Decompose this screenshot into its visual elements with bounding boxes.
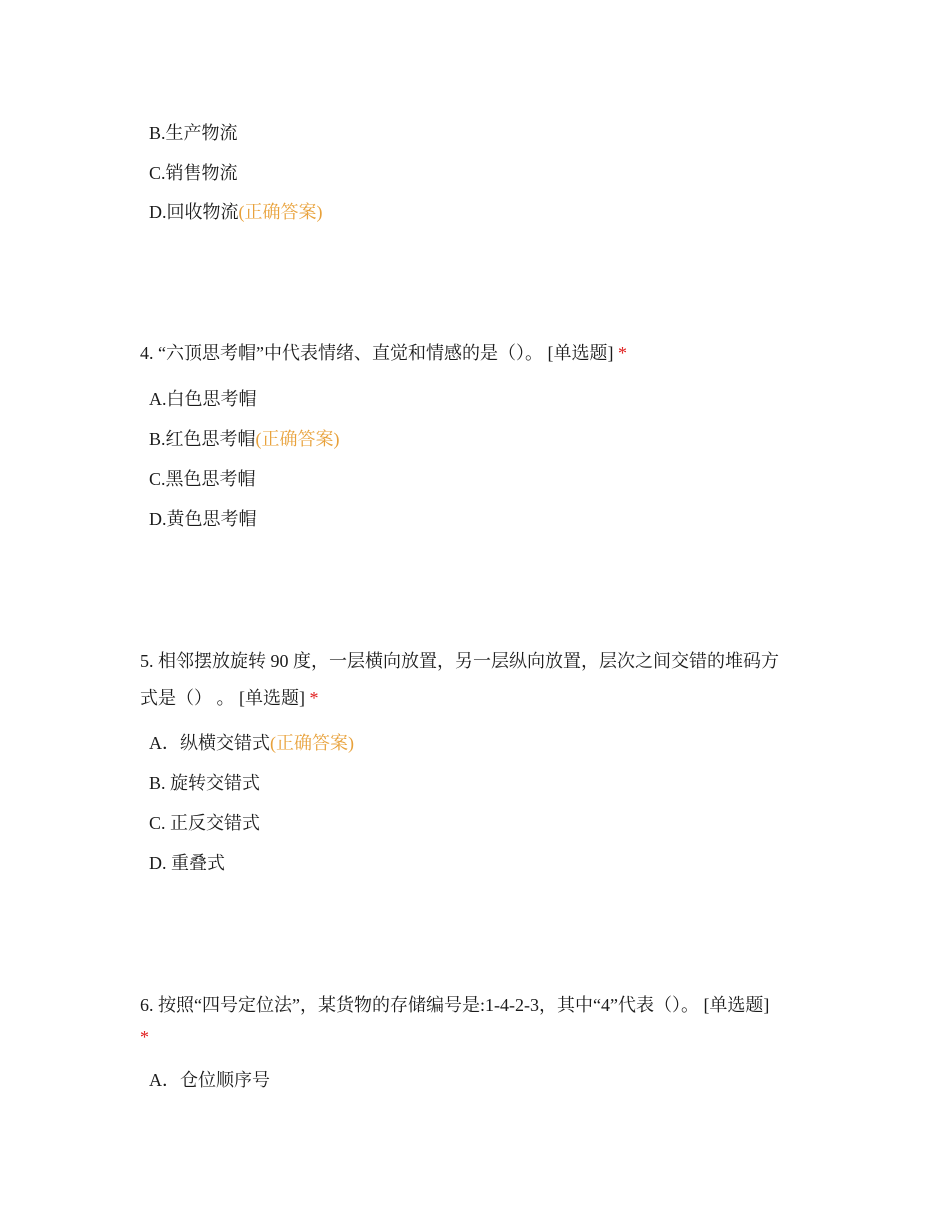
- q4-option-b: [149, 427, 340, 451]
- correct-answer-mark: (正确答案): [255, 429, 340, 449]
- option-text: C.销售物流: [149, 163, 238, 183]
- question-stem-line2: 式是（） 。 [单选题]: [140, 688, 305, 708]
- question-line: [140, 1025, 810, 1049]
- q5-option-a: [149, 731, 354, 755]
- option-text: C.黑色思考帽: [149, 469, 256, 489]
- q4-option-c: [149, 467, 256, 491]
- question-5-text: [140, 649, 810, 710]
- question-6-text: [140, 993, 810, 1049]
- q5-option-b: [149, 771, 260, 795]
- correct-answer-mark: (正确答案): [270, 733, 354, 753]
- question-stem: 6. 按照“四号定位法”，某货物的存储编号是:1-4-2-3，其中“4”代表（）。 [单选题]: [140, 995, 770, 1015]
- question-4-text: [140, 341, 810, 365]
- q5-option-c: [149, 811, 260, 835]
- required-asterisk: *: [617, 343, 627, 363]
- q6-option-a: [149, 1068, 270, 1092]
- option-text: D.回收物流: [149, 202, 239, 222]
- q3-option-d: [149, 200, 323, 224]
- question-stem-line1: 5. 相邻摆放旋转 90 度，一层横向放置，另一层纵向放置，层次之间交错的堆码方: [140, 651, 779, 671]
- question-line: [140, 341, 810, 365]
- option-text: B.红色思考帽: [149, 429, 256, 449]
- option-text: C. 正反交错式: [149, 813, 261, 833]
- q4-option-d: [149, 507, 257, 531]
- required-asterisk: *: [309, 688, 319, 708]
- q3-option-c: [149, 161, 238, 185]
- option-text: A.白色思考帽: [149, 389, 257, 409]
- question-stem: 4. “六顶思考帽”中代表情绪、直觉和情感的是（）。 [单选题]: [140, 343, 614, 363]
- q5-option-d: [149, 851, 225, 875]
- option-text: B. 旋转交错式: [149, 773, 261, 793]
- required-asterisk: *: [140, 1027, 149, 1047]
- option-text: D. 重叠式: [149, 853, 225, 873]
- q4-option-a: [149, 387, 257, 411]
- question-line: [140, 686, 810, 710]
- question-line: [140, 993, 810, 1017]
- option-text: B.生产物流: [149, 123, 238, 143]
- option-text: A．纵横交错式: [149, 733, 270, 753]
- correct-answer-mark: (正确答案): [238, 202, 323, 222]
- q3-option-b: [149, 121, 238, 145]
- option-text: D.黄色思考帽: [149, 509, 257, 529]
- option-text: A．仓位顺序号: [149, 1070, 270, 1090]
- question-line: [140, 649, 810, 673]
